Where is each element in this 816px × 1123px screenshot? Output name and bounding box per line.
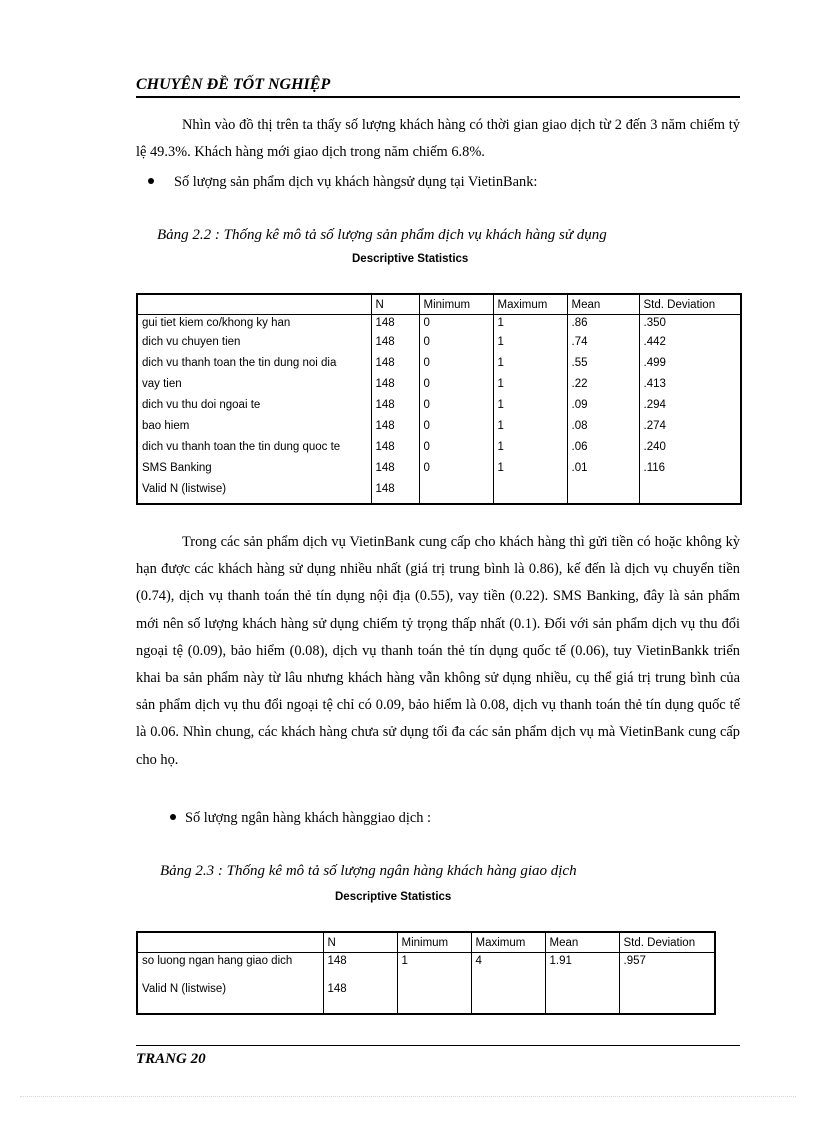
- column-header: Mean: [567, 294, 639, 315]
- header-divider: [136, 96, 740, 98]
- column-header: Std. Deviation: [639, 294, 741, 315]
- table-cell: .240: [639, 441, 741, 462]
- table-cell: 0: [419, 357, 493, 378]
- table-cell: 148: [371, 357, 419, 378]
- column-header: N: [371, 294, 419, 315]
- column-header: [137, 932, 323, 953]
- table-cell: 1: [493, 336, 567, 357]
- row-label: dich vu thu doi ngoai te: [137, 399, 371, 420]
- row-label: SMS Banking: [137, 462, 371, 483]
- table-cell: [419, 483, 493, 504]
- bullet-products: [148, 172, 537, 192]
- table-header-row: [137, 932, 715, 953]
- table-cell: 4: [471, 953, 545, 983]
- table-header-row: [137, 294, 741, 315]
- table-cell: 1: [397, 953, 471, 983]
- row-label: Valid N (listwise): [137, 483, 371, 504]
- row-label: so luong ngan hang giao dich: [137, 953, 323, 983]
- page-header-title: CHUYÊN ĐỀ TỐT NGHIỆP: [136, 76, 331, 93]
- table-cell: 1: [493, 378, 567, 399]
- table1-caption: Bảng 2.2 : Thống kê mô tả số lượng sản phẩm dịch vụ khách hàng sử dụng: [157, 227, 607, 243]
- column-header: Maximum: [471, 932, 545, 953]
- table-row: [137, 357, 741, 378]
- table-cell: 0: [419, 378, 493, 399]
- row-label: vay tien: [137, 378, 371, 399]
- page-edge: [20, 1096, 796, 1097]
- table-cell: .06: [567, 441, 639, 462]
- row-label: dich vu thanh toan the tin dung noi dia: [137, 357, 371, 378]
- table-cell: 1: [493, 462, 567, 483]
- column-header: Maximum: [493, 294, 567, 315]
- table-cell: 148: [323, 953, 397, 983]
- table-cell: 1: [493, 315, 567, 336]
- table-cell: .274: [639, 420, 741, 441]
- table-cell: 1: [493, 441, 567, 462]
- table-row: [137, 483, 741, 504]
- table-cell: 1: [493, 420, 567, 441]
- table-cell: 148: [371, 315, 419, 336]
- row-label: dich vu chuyen tien: [137, 336, 371, 357]
- table-cell: .09: [567, 399, 639, 420]
- table2-caption: Bảng 2.3 : Thống kê mô tả số lượng ngân hàng khách hàng giao dịch: [160, 863, 577, 879]
- table1-descriptive-statistics: [136, 293, 742, 505]
- table-cell: 148: [371, 420, 419, 441]
- table-row: [137, 378, 741, 399]
- analysis-text: Trong các sản phẩm dịch vụ VietinBank cung cấp cho khách hàng thì gửi tiền có hoặc không kỳ hạn được các khách hàng sử dụng nhiều nhất (giá trị trung bình là 0.86), kế đến là dịch vụ chuyển tiền (0.74), dịch vụ thanh toán thẻ tín dụng nội địa (0.55), vay tiền (0.22). SMS Banking, đây là sản phẩm mới nên số lượng khách hàng sử dụng chiếm tỷ trọng thấp nhất (0.1). Đối với sản phẩm dịch vụ thu đổi ngoại tệ (0.09), bảo hiểm (0.08), dịch vụ thanh toán thẻ tín dụng quốc tế (0.06), tuy VietinBankk triển khai ba sản phẩm này từ lâu nhưng khách hàng vẫn không sử dụng nhiều, cụ thể giá trị trung bình của sản phẩm dịch vụ thu đổi ngoại tệ chỉ có 0.09, bảo hiểm là 0.08, dịch vụ thanh toán thẻ tín dụng quốc tế là 0.06. Nhìn chung, các khách hàng chưa sử dụng tối đa các sản phẩm dịch vụ mà VietinBank cung cấp cho họ.: [136, 534, 740, 768]
- table-cell: .350: [639, 315, 741, 336]
- intro-text: Nhìn vào đồ thị trên ta thấy số lượng khách hàng có thời gian giao dịch từ 2 đến 3 năm chiếm tỷ lệ 49.3%. Khách hàng mới giao dịch trong năm chiếm 6.8%.: [136, 117, 740, 161]
- column-header: Mean: [545, 932, 619, 953]
- table-cell: 0: [419, 462, 493, 483]
- table-row: [137, 983, 715, 1014]
- table-cell: .116: [639, 462, 741, 483]
- table-cell: [619, 983, 715, 1014]
- table-cell: 148: [371, 441, 419, 462]
- column-header: Minimum: [419, 294, 493, 315]
- table-cell: 0: [419, 420, 493, 441]
- table-cell: .413: [639, 378, 741, 399]
- table-cell: 148: [371, 399, 419, 420]
- bullet-banks: [170, 808, 431, 828]
- row-label: bao hiem: [137, 420, 371, 441]
- column-header: N: [323, 932, 397, 953]
- table-cell: [567, 483, 639, 504]
- column-header: [137, 294, 371, 315]
- row-label: gui tiet kiem co/khong ky han: [137, 315, 371, 336]
- table-cell: .86: [567, 315, 639, 336]
- table-cell: 148: [371, 462, 419, 483]
- table-row: [137, 336, 741, 357]
- table-cell: 0: [419, 336, 493, 357]
- intro-paragraph: [136, 112, 740, 166]
- table-row: [137, 399, 741, 420]
- table-cell: .01: [567, 462, 639, 483]
- table-cell: 148: [371, 378, 419, 399]
- bullet-icon: [170, 814, 176, 820]
- table-cell: .22: [567, 378, 639, 399]
- table-cell: [545, 983, 619, 1014]
- table-cell: 148: [323, 983, 397, 1014]
- row-label: dich vu thanh toan the tin dung quoc te: [137, 441, 371, 462]
- table-row: [137, 462, 741, 483]
- table-cell: .442: [639, 336, 741, 357]
- bullet-banks-text: Số lượng ngân hàng khách hànggiao dịch :: [185, 810, 432, 826]
- table-cell: .957: [619, 953, 715, 983]
- table-row: [137, 420, 741, 441]
- analysis-paragraph: [136, 529, 740, 774]
- table-cell: 148: [371, 483, 419, 504]
- table-cell: .294: [639, 399, 741, 420]
- bullet-products-text: Số lượng sản phẩm dịch vụ khách hàngsử dụng tại VietinBank:: [174, 174, 538, 190]
- table-cell: 1: [493, 399, 567, 420]
- table-cell: 148: [371, 336, 419, 357]
- table-cell: .08: [567, 420, 639, 441]
- table-cell: 0: [419, 315, 493, 336]
- row-label: Valid N (listwise): [137, 983, 323, 1014]
- table-cell: .55: [567, 357, 639, 378]
- table-cell: [397, 983, 471, 1014]
- table-cell: [639, 483, 741, 504]
- column-header: Std. Deviation: [619, 932, 715, 953]
- table-cell: 0: [419, 441, 493, 462]
- table1-title: Descriptive Statistics: [352, 253, 469, 265]
- table-cell: [471, 983, 545, 1014]
- page-number: TRANG 20: [136, 1051, 206, 1067]
- table-cell: [493, 483, 567, 504]
- bullet-icon: [148, 178, 154, 184]
- table2-title: Descriptive Statistics: [335, 891, 452, 903]
- column-header: Minimum: [397, 932, 471, 953]
- table-cell: .74: [567, 336, 639, 357]
- table-row: [137, 441, 741, 462]
- table-cell: 0: [419, 399, 493, 420]
- table2-descriptive-statistics: [136, 931, 716, 1015]
- table-row: [137, 953, 715, 983]
- table-cell: 1: [493, 357, 567, 378]
- table-row: [137, 315, 741, 336]
- footer-divider: [136, 1045, 740, 1046]
- table-cell: 1.91: [545, 953, 619, 983]
- table-cell: .499: [639, 357, 741, 378]
